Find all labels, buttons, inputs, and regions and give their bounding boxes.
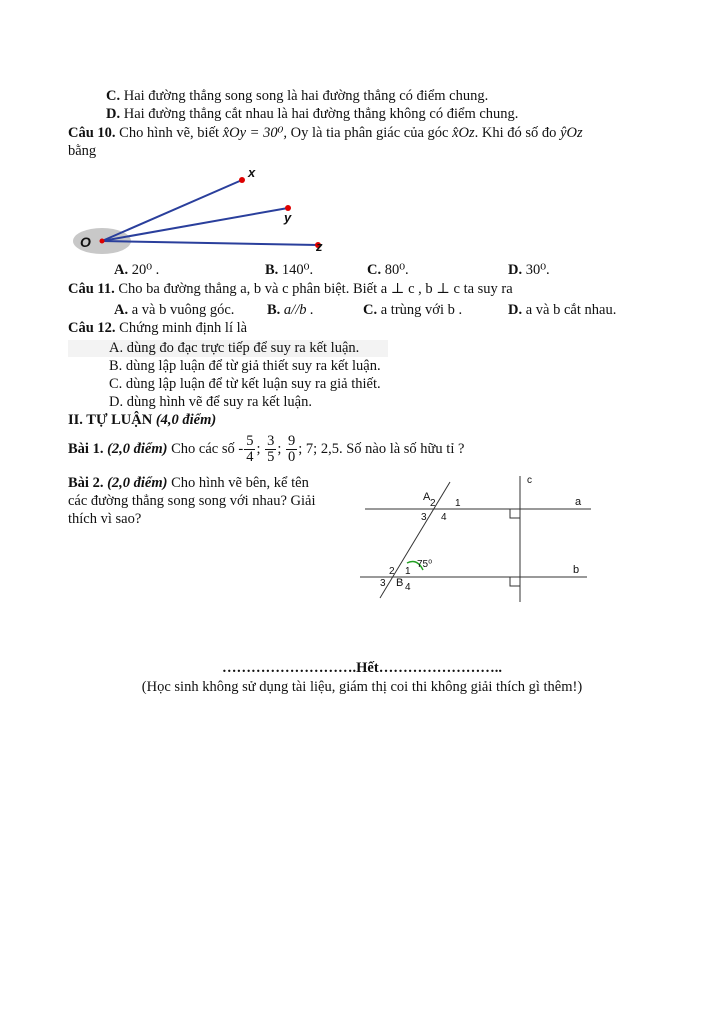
option-letter: C. <box>367 262 382 278</box>
option-letter: D. <box>106 106 121 122</box>
bai1-points: (2,0 điểm) <box>107 441 168 457</box>
option-letter: D. <box>508 262 523 278</box>
label-z: z <box>316 239 323 254</box>
q10-angle-figure <box>70 162 340 262</box>
q10-stem-end: bằng <box>68 143 97 159</box>
label-b1: 1 <box>405 566 411 577</box>
q10-text-after: . Khi đó số đo <box>474 125 557 141</box>
question-label: Câu 10. <box>68 125 116 141</box>
label-a2: 2 <box>430 498 436 509</box>
q12-option-d[interactable]: D. dùng hình vẽ để suy ra kết luận. <box>109 394 312 410</box>
ray-oz <box>102 241 318 245</box>
q11-stem <box>68 281 513 298</box>
bai2-label: Bài 2. <box>68 475 104 491</box>
q11-option-d[interactable] <box>508 302 616 319</box>
transversal <box>380 482 450 598</box>
fraction-3-5 <box>265 434 276 465</box>
q12-stem-text: Chứng minh định lí là <box>119 320 248 336</box>
option-text: a trùng với b . <box>380 302 463 318</box>
question-label: Câu 12. <box>68 320 116 336</box>
section-title <box>68 412 216 429</box>
q10-option-b[interactable] <box>265 262 313 279</box>
denominator: 0 <box>288 449 296 466</box>
bai1-label: Bài 1. <box>68 441 104 457</box>
option-text: 30⁰. <box>525 262 550 278</box>
right-angle-mark-a <box>510 509 520 518</box>
q10-angle-xoz: x̂Oz <box>452 125 475 141</box>
label-a3: 3 <box>421 512 427 523</box>
bai2-parallel-figure <box>355 470 600 610</box>
q11-option-c[interactable] <box>363 302 462 319</box>
bai2-line2: các đường thẳng song song với nhau? Giải <box>68 493 316 509</box>
option-letter: B. <box>265 262 279 278</box>
numerator: 3 <box>267 433 275 450</box>
bai2-line3: thích vì sao? <box>68 511 142 527</box>
bai1-text: Cho các số <box>171 441 235 457</box>
numerator: 9 <box>288 433 296 450</box>
bai1 <box>68 432 464 468</box>
q10-given-angle: x̂Oy = 30⁰, <box>222 125 288 141</box>
q10-angle-yoz: ŷOz <box>560 125 583 141</box>
option-text: 140⁰. <box>281 262 314 278</box>
numerator: 5 <box>246 433 254 450</box>
option-letter: C. <box>106 88 121 104</box>
q10-option-c[interactable] <box>367 262 409 279</box>
label-a: a <box>575 496 582 508</box>
q11-stem-text: Cho ba đường thẳng a, b và c phân biệt. Biết a ⊥ c , b ⊥ c ta suy ra <box>118 281 513 297</box>
prev-option-d <box>106 106 518 123</box>
q11-option-b[interactable] <box>267 302 314 319</box>
question-label: Câu 11. <box>68 281 115 297</box>
label-b3: 3 <box>380 578 386 589</box>
q12-option-b[interactable]: B. dùng lập luận để từ giả thiết suy ra kết luận. <box>109 358 381 374</box>
option-letter: A. <box>114 262 129 278</box>
label-point-a: A <box>423 491 431 503</box>
label-angle-75: 75⁰ <box>417 559 433 570</box>
q12-option-a[interactable]: A. dùng đo đạc trực tiếp để suy ra kết luận. <box>109 340 360 356</box>
footer-note: (Học sinh không sử dụng tài liệu, giám thị coi thi không giải thích gì thêm!) <box>141 679 583 695</box>
point-x <box>239 177 245 183</box>
q10-stem <box>68 125 583 142</box>
bai1-rest: ; 7; 2,5. Số nào là số hữu tỉ ? <box>298 441 465 457</box>
label-b4: 4 <box>405 582 411 593</box>
q12-option-c[interactable]: C. dùng lập luận để từ kết luận suy ra giả thiết. <box>109 376 381 392</box>
label-a4: 4 <box>441 512 447 523</box>
option-text: a//b . <box>283 302 314 318</box>
point-o <box>100 239 105 244</box>
section-points: (4,0 điểm) <box>155 412 217 428</box>
label-y: y <box>284 210 292 225</box>
q10-text-before: Cho hình vẽ, biết <box>119 125 220 141</box>
option-letter: C. <box>363 302 378 318</box>
option-letter: A. <box>114 302 129 318</box>
option-text: Hai đường thẳng cắt nhau là hai đường thẳng không có điểm chung. <box>123 106 519 122</box>
label-o: O <box>80 234 91 250</box>
q10-text-middle: Oy là tia phân giác của góc <box>290 125 449 141</box>
label-b: b <box>573 564 580 576</box>
bai1-minus: - <box>238 441 244 457</box>
ray-oy <box>102 208 288 241</box>
label-c: c <box>527 475 532 486</box>
prev-option-c <box>106 88 488 105</box>
end-marker: ……………………….Hết…………………….. <box>222 660 502 676</box>
label-a1: 1 <box>455 498 461 509</box>
bai2-points: (2,0 điểm) <box>107 475 168 491</box>
label-b2: 2 <box>389 566 395 577</box>
denominator: 5 <box>267 449 275 466</box>
bai2-line1 <box>68 475 309 492</box>
right-angle-mark-b <box>510 577 520 586</box>
label-point-b: B <box>396 577 404 589</box>
option-text: 20⁰ . <box>131 262 160 278</box>
separator: ; <box>256 441 261 457</box>
option-text: 80⁰. <box>384 262 409 278</box>
q10-option-d[interactable] <box>508 262 550 279</box>
section-title-text: II. TỰ LUẬN <box>68 412 153 428</box>
ray-ox <box>102 180 242 241</box>
bai2-text1: Cho hình vẽ bên, kể tên <box>171 475 309 491</box>
fraction-5-4 <box>244 434 255 465</box>
option-letter: B. <box>267 302 281 318</box>
separator: ; <box>277 441 282 457</box>
q11-option-a[interactable] <box>114 302 234 319</box>
q10-option-a[interactable] <box>114 262 159 279</box>
fraction-9-0 <box>286 434 297 465</box>
q12-stem <box>68 320 247 337</box>
option-letter: D. <box>508 302 523 318</box>
option-text: Hai đường thẳng song song là hai đường thẳng có điểm chung. <box>123 88 489 104</box>
option-text: a và b cắt nhau. <box>525 302 617 318</box>
option-text: a và b vuông góc. <box>131 302 235 318</box>
denominator: 4 <box>246 449 254 466</box>
label-x: x <box>248 165 256 180</box>
